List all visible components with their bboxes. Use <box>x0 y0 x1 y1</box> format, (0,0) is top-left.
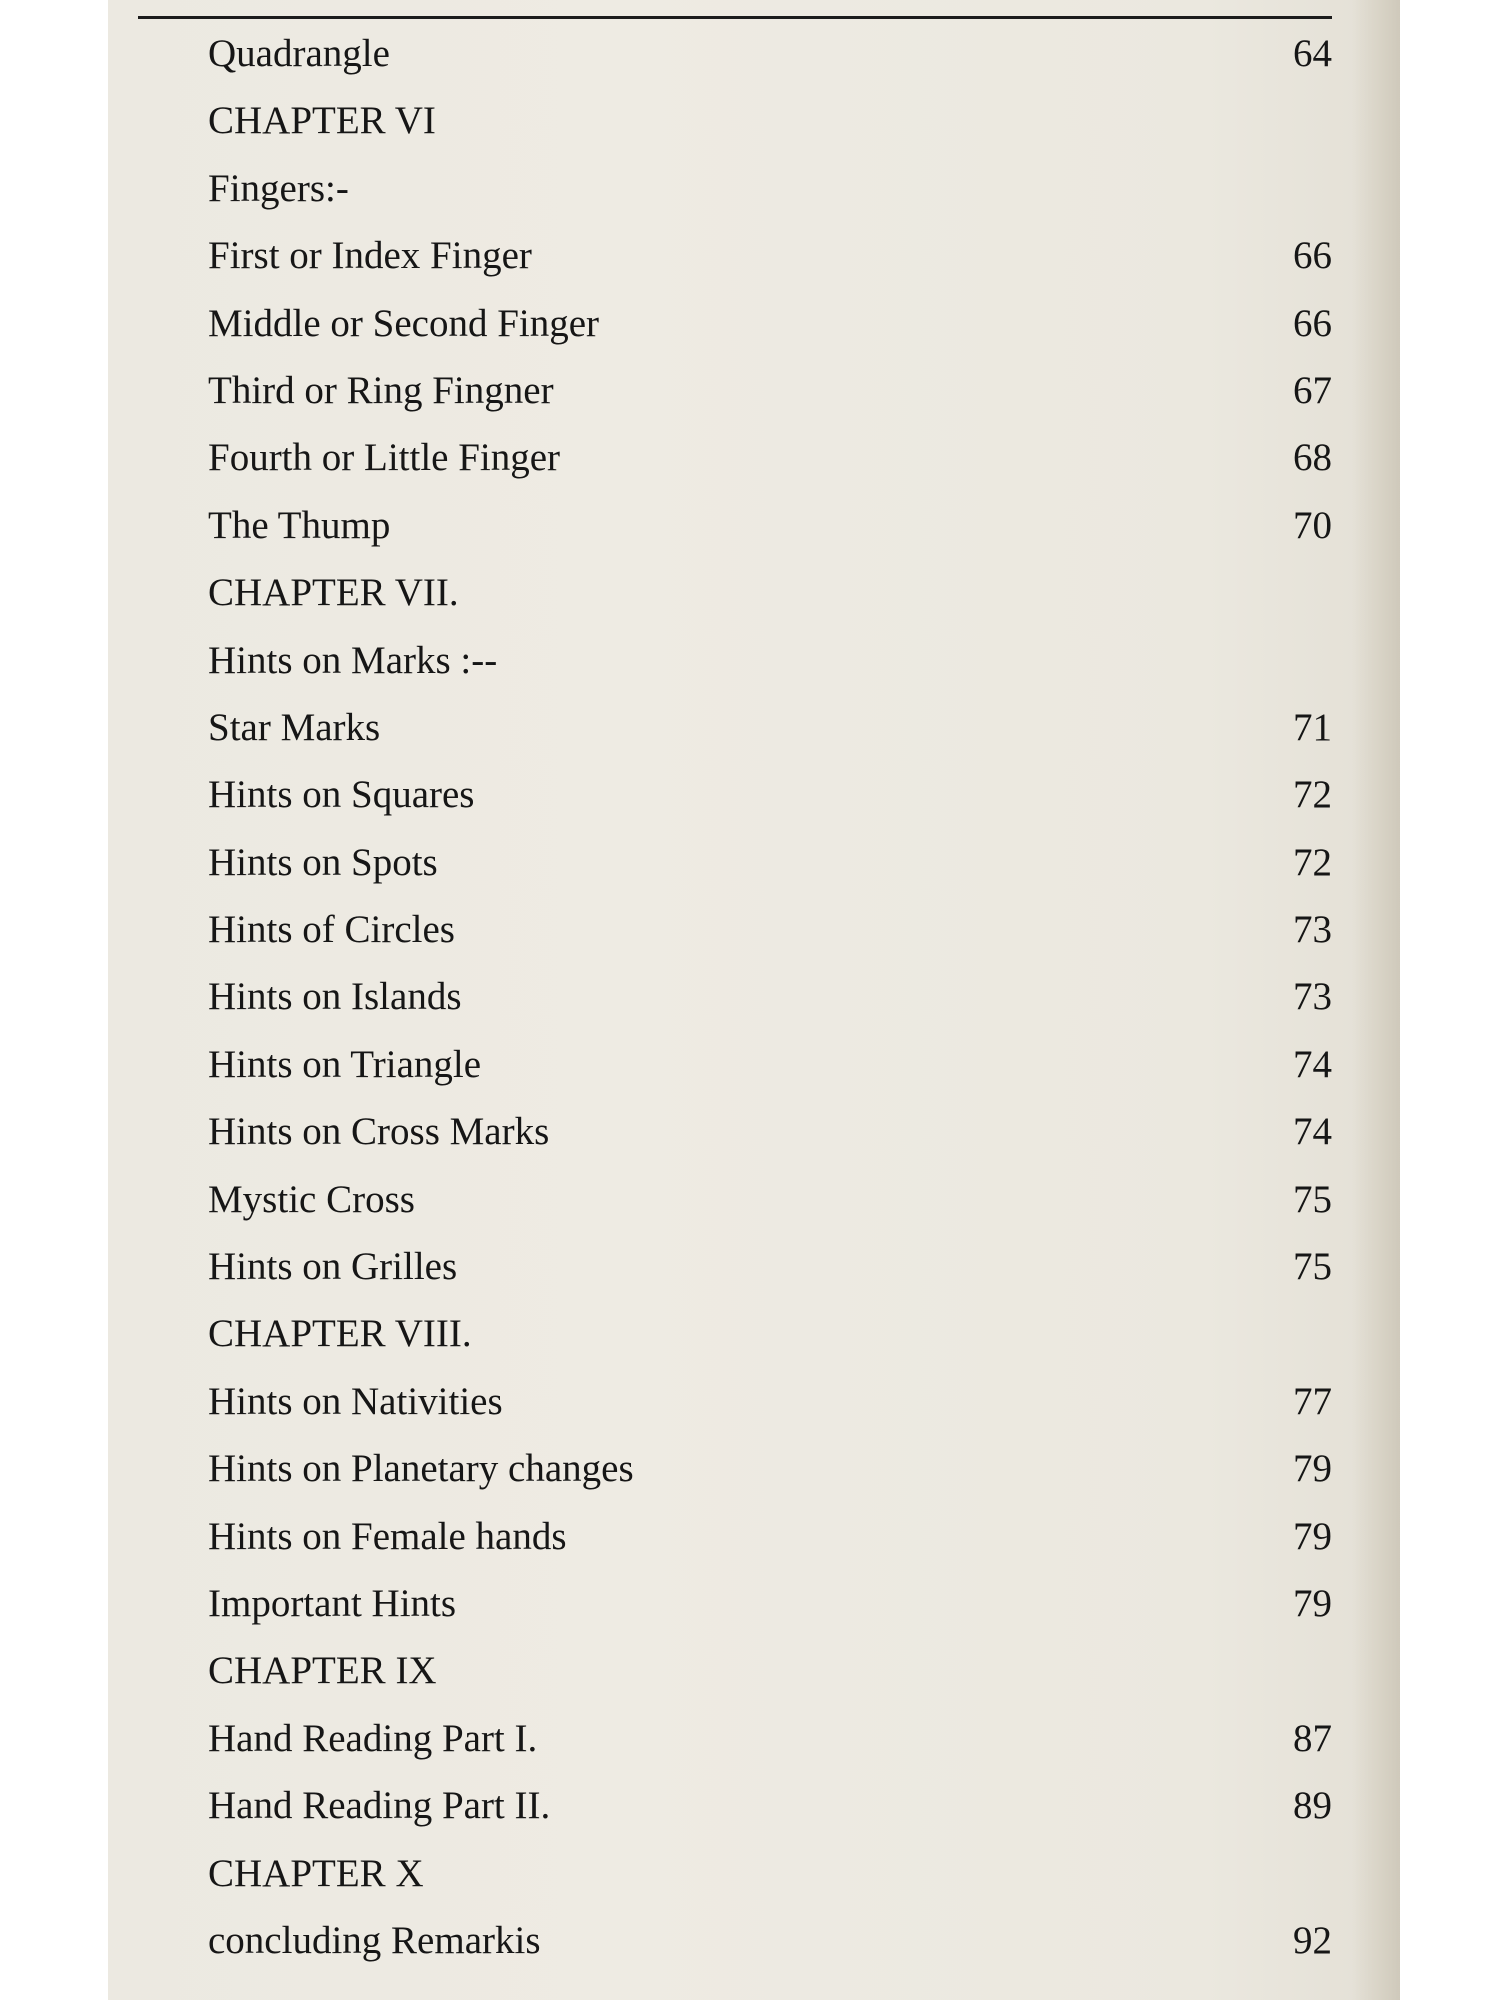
entry-page-number: 74 <box>1293 1042 1332 1086</box>
entry-page-number: 92 <box>1293 1918 1332 1962</box>
table-of-contents <box>0 27 1500 1981</box>
toc-entry <box>0 1442 1500 1509</box>
entry-title: Hints on Squares <box>208 773 475 817</box>
entry-page-number: 89 <box>1293 1784 1332 1828</box>
entry-title: Star Marks <box>208 705 381 749</box>
entry-page-number: 66 <box>1293 301 1332 345</box>
toc-entry <box>0 1779 1500 1846</box>
entry-page-number: 68 <box>1293 436 1332 480</box>
toc-entry <box>0 768 1500 835</box>
toc-entry <box>0 364 1500 431</box>
entry-title: Important Hints <box>208 1581 457 1625</box>
entry-title: CHAPTER VIII. <box>208 1312 472 1356</box>
entry-page-number: 74 <box>1293 1110 1332 1154</box>
entry-page-number: 67 <box>1293 368 1332 412</box>
entry-title: CHAPTER VII. <box>208 571 459 615</box>
entry-title: Hints on Grilles <box>208 1245 458 1289</box>
toc-heading <box>0 566 1500 633</box>
toc-entry <box>0 1712 1500 1779</box>
entry-page-number: 77 <box>1293 1379 1332 1423</box>
entry-title: Fingers:- <box>208 166 349 210</box>
entry-title: Fourth or Little Finger <box>208 436 561 480</box>
entry-title: Mystic Cross <box>208 1177 415 1221</box>
entry-title: CHAPTER IX <box>208 1649 437 1693</box>
entry-page-number: 87 <box>1293 1716 1332 1760</box>
entry-title: Hints on Spots <box>208 840 438 884</box>
entry-title: First or Index Finger <box>208 234 532 278</box>
toc-entry <box>0 229 1500 296</box>
toc-heading <box>0 1847 1500 1914</box>
entry-page-number: 66 <box>1293 234 1332 278</box>
toc-heading <box>0 1307 1500 1374</box>
toc-entry <box>0 27 1500 94</box>
toc-entry <box>0 1375 1500 1442</box>
entry-title: Hand Reading Part II. <box>208 1784 551 1828</box>
toc-heading <box>0 94 1500 161</box>
toc-entry <box>0 1105 1500 1172</box>
entry-page-number: 64 <box>1293 32 1332 75</box>
entry-page-number: 71 <box>1293 705 1332 749</box>
entry-title: concluding Remarkis <box>208 1918 541 1962</box>
toc-entry <box>0 1577 1500 1644</box>
entry-title: Hints on Nativities <box>208 1379 503 1423</box>
toc-heading <box>0 1644 1500 1711</box>
entry-title: Quadrangle <box>208 32 390 75</box>
entry-page-number: 73 <box>1293 908 1332 952</box>
top-rule-divider <box>138 16 1332 19</box>
toc-entry <box>0 1038 1500 1105</box>
toc-entry <box>0 1914 1500 1981</box>
entry-page-number: 72 <box>1293 840 1332 884</box>
entry-title: Hints on Female hands <box>208 1514 567 1558</box>
entry-page-number: 70 <box>1293 503 1332 547</box>
entry-page-number: 75 <box>1293 1245 1332 1289</box>
toc-heading <box>0 162 1500 229</box>
entry-page-number: 79 <box>1293 1447 1332 1491</box>
toc-entry <box>0 499 1500 566</box>
entry-title: Middle or Second Finger <box>208 301 600 345</box>
toc-entry <box>0 1240 1500 1307</box>
entry-page-number: 72 <box>1293 773 1332 817</box>
entry-title: Hand Reading Part I. <box>208 1716 538 1760</box>
entry-title: Hints on Planetary changes <box>208 1447 634 1491</box>
entry-page-number: 73 <box>1293 975 1332 1019</box>
toc-entry <box>0 1173 1500 1240</box>
entry-title: Hints on Cross Marks <box>208 1110 550 1154</box>
entry-title: Hints on Islands <box>208 975 462 1019</box>
entry-title: Third or Ring Fingner <box>208 368 554 412</box>
entry-title: CHAPTER X <box>208 1851 424 1895</box>
entry-title: Hints on Triangle <box>208 1042 482 1086</box>
entry-page-number: 79 <box>1293 1514 1332 1558</box>
entry-page-number: 79 <box>1293 1581 1332 1625</box>
entry-title: The Thump <box>208 503 391 547</box>
toc-entry <box>0 297 1500 364</box>
toc-entry <box>0 701 1500 768</box>
toc-heading <box>0 634 1500 701</box>
entry-title: Hints of Circles <box>208 908 455 952</box>
entry-title: Hints on Marks :-- <box>208 638 498 682</box>
toc-entry <box>0 836 1500 903</box>
entry-page-number: 75 <box>1293 1177 1332 1221</box>
entry-title: CHAPTER VI <box>208 99 436 143</box>
toc-entry <box>0 431 1500 498</box>
toc-entry <box>0 1510 1500 1577</box>
toc-entry <box>0 903 1500 970</box>
toc-entry <box>0 970 1500 1037</box>
